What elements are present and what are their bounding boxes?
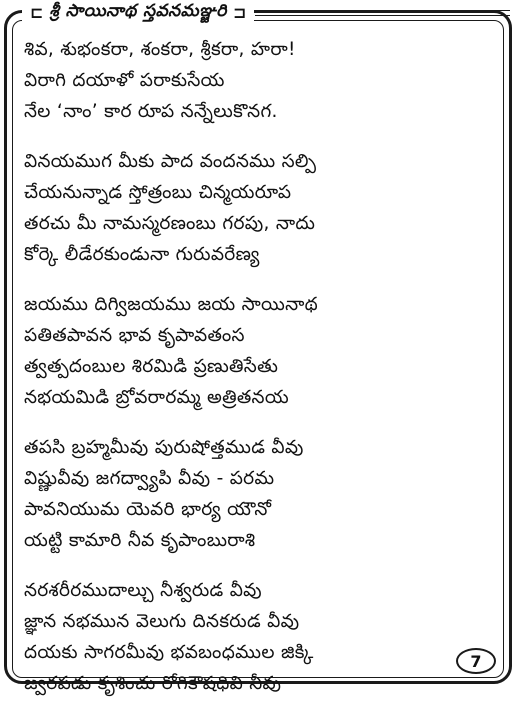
- verse-line: పావనియుమ యెవరి భార్య యౌనో: [24, 499, 272, 520]
- page-title: శ్రీ సాయినాథ స్తవనమఞ్జరి: [49, 1, 227, 21]
- verse-line: చేయనున్నాడ స్తోత్రంబు చిన్మయరూప: [24, 182, 292, 203]
- verse-line: పతితపావన భావ కృపావతంస: [24, 325, 245, 346]
- verse-line: జ్వరపడు కృశించు రోగికౌషధివి నీవు: [24, 673, 282, 694]
- verse-line: నభయమిడి బ్రోవరారమ్మ అత్రితనయ: [24, 387, 289, 408]
- stanza: [24, 575, 494, 699]
- stanza: [24, 34, 494, 127]
- verse-line: విష్ణువీవు జగద్వ్యాపి వీవు - పరమ: [24, 468, 275, 489]
- title-left-ornament: ⊏: [30, 3, 44, 22]
- verse-line: త్వత్పదంబుల శిరమిడి ప్రణుతిసేతు: [24, 356, 279, 377]
- verse-line: దయకు సాగరమీవు భవబంధముల జిక్కి: [24, 642, 314, 663]
- title-rule: [255, 10, 510, 16]
- verse-line: జ్ఞాన నభమున వెలుగు దినకరుడ వీవు: [24, 611, 300, 632]
- poem-body: [24, 34, 494, 718]
- title-bar: [22, 0, 254, 26]
- verse-line: కోర్కె లీడేరకుండునా గురువరేణ్య: [24, 244, 260, 265]
- stanza: [24, 146, 494, 270]
- verse-line: తపసి బ్రహ్మమీవు పురుషోత్తముడ వీవు: [24, 437, 304, 458]
- verse-line: యట్టి కామారి నీవ కృపాంబురాశి: [24, 530, 256, 551]
- verse-line: విరాగి దయాళో పరాకుసేయ: [24, 70, 225, 91]
- verse-line: తరచు మీ నామస్మరణంబు గరపు, నాదు: [24, 213, 316, 234]
- verse-line: జయము దిగ్విజయము జయ సాయినాథ: [24, 294, 319, 315]
- title-right-ornament: ⊐: [232, 3, 247, 22]
- verse-line: వినయముగ మీకు పాద వందనము సల్పి: [24, 151, 317, 172]
- stanza: [24, 432, 494, 556]
- verse-line: నేల ‘నాం’ కార రూప నన్నేలుకొనగ.: [24, 101, 278, 122]
- verse-line: శివ, శుభంకరా, శంకరా, శ్రీకరా, హరా!: [24, 39, 296, 60]
- page-number: 7: [456, 648, 496, 674]
- stanza: [24, 289, 494, 413]
- verse-line: నరశరీరముదాల్చు నీశ్వరుడ వీవు: [24, 580, 262, 601]
